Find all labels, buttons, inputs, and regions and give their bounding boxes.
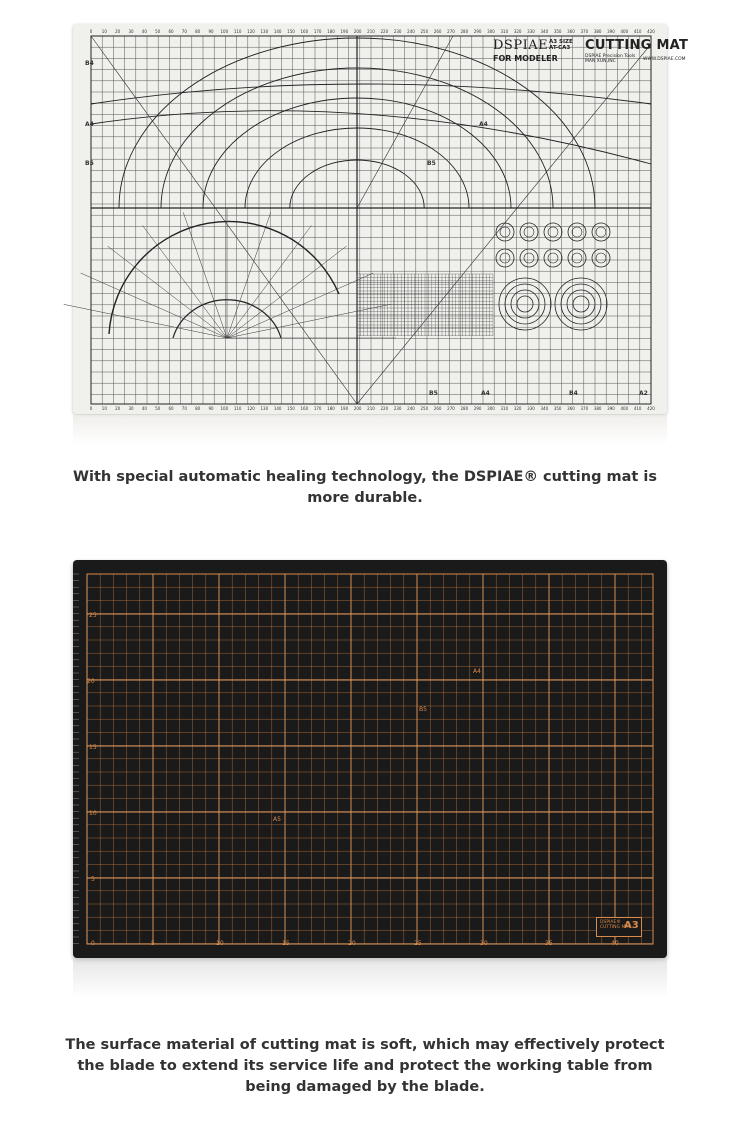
x-label-20: 20 [348,940,356,947]
top-scale-number: 120 [247,29,255,34]
bottom-scale-number: 170 [313,406,322,411]
circle-template-inner [596,253,606,263]
x-label-35: 35 [545,940,553,947]
circle-template-inner [548,253,558,263]
bottom-scale-number: 70 [181,406,187,411]
circle-template [544,249,562,267]
y-label-15: 15 [89,744,97,751]
size-code: A3 SIZE [549,39,573,45]
target-circle [511,290,539,318]
y-label-20: 20 [87,678,95,685]
bottom-scale-number: 100 [220,406,229,411]
white-mat-reflection [73,415,667,445]
circle-template-inner [596,227,606,237]
top-scale-number: 110 [233,29,242,34]
badge-sub: CUTTING MAT [600,925,631,930]
top-scale-number: 350 [553,29,562,34]
top-scale-number: 100 [220,29,229,34]
bottom-scale-number: 40 [141,406,147,411]
bottom-scale-number: 110 [233,406,242,411]
top-scale-number: 210 [367,29,375,34]
target-circle [517,296,533,312]
y-label-0: 0 [91,940,95,947]
angle-line [64,304,227,338]
top-scale-number: 260 [433,29,442,34]
bottom-scale-number: 210 [367,406,375,411]
circle-template-inner [500,253,510,263]
circle-template-inner [548,227,558,237]
mat-tagline [585,54,635,64]
bottom-scale-number: 300 [487,406,495,411]
bottom-scale-number: 380 [593,406,602,411]
circle-template [496,223,514,241]
target-circle [499,278,551,330]
badge-brand: DSPIAE® [600,920,621,925]
circle-template-inner [500,227,510,237]
circle-template-inner [524,253,534,263]
white-cutting-mat-photo [73,24,689,414]
bottom-scale-number: 410 [633,406,642,411]
bottom-scale-number: 0 [89,406,93,411]
bottom-scale-number: 200 [353,406,362,411]
bottom-scale-number: 360 [567,406,575,411]
top-scale-number: 330 [527,29,535,34]
label-a4-left: A4 [85,121,94,128]
top-scale-number: 320 [513,29,522,34]
top-scale-number: 70 [181,29,187,34]
target-circle [555,278,607,330]
top-scale-number: 140 [273,29,282,34]
y-label-5: 5 [91,876,95,883]
x-label-10: 10 [216,940,224,947]
circle-template-inner [524,227,534,237]
target-circle [567,290,595,318]
label-b4: B4 [85,60,94,67]
dark-label-a5: A5 [273,816,281,823]
label-a4-bottom: A4 [481,390,490,397]
circle-template-inner [572,227,582,237]
mat-website: WWW.DSPIAE.COM [643,57,686,62]
bottom-scale-number: 370 [580,406,589,411]
top-scale-number: 270 [447,29,455,34]
bottom-scale-number: 230 [393,406,402,411]
top-scale-number: 10 [101,29,107,34]
bottom-scale-number: 400 [620,406,629,411]
top-scale-number: 160 [300,29,309,34]
angle-line [227,273,373,338]
bottom-scale-number: 20 [115,406,121,411]
bottom-scale-number: 80 [195,406,201,411]
top-scale-number: 40 [141,29,147,34]
dark-cutting-mat-photo [73,560,667,958]
top-scale-number: 130 [260,29,269,34]
top-scale-number: 400 [620,29,629,34]
x-label-40: 40 [611,940,619,947]
bottom-scale-number: 330 [527,406,535,411]
top-scale-number: 0 [89,29,93,34]
bottom-scale-number: 30 [128,406,134,411]
bottom-scale-number: 270 [447,406,455,411]
dark-label-b5: B5 [419,706,427,713]
top-scale-number: 20 [115,29,121,34]
badge-size: A3 [624,920,639,931]
bottom-scale-number: 350 [553,406,562,411]
top-scale-number: 420 [647,29,655,34]
top-scale-number: 340 [540,29,549,34]
caption-healing: With special automatic healing technology, the DSPIAE® cutting mat is more durable. [72,469,657,506]
target-circle [573,296,589,312]
top-scale-number: 280 [460,29,469,34]
circle-template [520,223,538,241]
top-scale-number: 380 [593,29,602,34]
circle-template-inner [572,253,582,263]
model-code: AT-CA3 [549,45,571,51]
top-scale-number: 50 [155,29,161,34]
x-label-30: 30 [480,940,488,947]
bottom-scale-number: 130 [260,406,269,411]
circle-template [496,249,514,267]
bottom-scale-number: 240 [407,406,415,411]
top-scale-number: 150 [287,29,295,34]
bottom-scale-number: 60 [168,406,174,411]
angle-line [183,212,227,338]
circle-template [568,223,586,241]
bottom-scale-number: 180 [327,406,335,411]
bottom-scale-number: 390 [607,406,615,411]
dark-mat-grid [73,560,667,958]
bottom-scale-number: 310 [500,406,509,411]
top-scale-number: 300 [487,29,495,34]
bottom-scale-number: 90 [208,406,214,411]
dark-mat-reflection [73,958,667,998]
label-b4-bottom: B4 [569,390,578,397]
white-mat-grid [73,24,667,414]
top-scale-number: 180 [327,29,335,34]
bottom-scale-number: 140 [273,406,282,411]
circle-template [592,249,610,267]
bottom-scale-number: 220 [380,406,389,411]
bottom-scale-number: 290 [473,406,482,411]
bottom-scale-number: 160 [300,406,309,411]
top-scale-number: 310 [500,29,509,34]
bottom-scale-number: 280 [460,406,469,411]
top-scale-number: 200 [353,29,362,34]
bottom-scale-number: 190 [340,406,349,411]
label-b5-left: B5 [85,160,94,167]
x-label-25: 25 [414,940,422,947]
bottom-scale-number: 260 [433,406,442,411]
bottom-scale-number: 50 [155,406,161,411]
brand-name: DSPIAE [493,38,549,53]
brand-size-code [549,39,573,51]
protractor-large [109,221,339,334]
circle-template [544,223,562,241]
bottom-scale-number: 250 [420,406,429,411]
label-b5-bottom: B5 [429,390,438,397]
top-scale-number: 240 [407,29,415,34]
mat-title: CUTTING MAT [585,38,689,53]
bottom-scale-number: 340 [540,406,549,411]
dark-label-a4: A4 [473,668,481,675]
circle-template [568,249,586,267]
label-b5-mid: B5 [427,160,436,167]
circle-template [592,223,610,241]
bottom-scale-number: 120 [247,406,255,411]
diagonal-line [357,36,453,208]
y-label-10: 10 [89,810,97,817]
x-label-5: 5 [151,940,155,947]
a3-size-badge [596,917,642,937]
top-scale-number: 220 [380,29,389,34]
angle-line [227,304,390,338]
top-scale-number: 80 [195,29,201,34]
bottom-scale-number: 320 [513,406,522,411]
circle-template [520,249,538,267]
bottom-scale-number: 420 [647,406,655,411]
bottom-scale-number: 10 [101,406,107,411]
top-scale-number: 190 [340,29,349,34]
company-text: MAN XUN,INC [585,59,616,64]
top-scale-number: 230 [393,29,402,34]
top-scale-number: 390 [607,29,615,34]
top-scale-number: 290 [473,29,482,34]
diagonal-line [357,44,651,404]
top-scale-number: 410 [633,29,642,34]
top-scale-number: 60 [168,29,174,34]
x-label-15: 15 [282,940,290,947]
top-scale-number: 30 [128,29,134,34]
caption-soft-surface: The surface material of cutting mat is soft, which may effectively protect the blade to extend its service life and protect the working table from being damaged by the blade. [65,1037,665,1095]
top-scale-number: 360 [567,29,575,34]
tagline-text: DSPIAE Precision Tools [585,54,636,59]
top-scale-number: 250 [420,29,429,34]
bottom-scale-number: 150 [287,406,295,411]
label-a2: A2 [639,390,648,397]
mat-subtitle: FOR MODELER [493,54,558,63]
angle-line [81,273,227,338]
top-scale-number: 370 [580,29,589,34]
label-a4-right: A4 [479,121,488,128]
top-scale-number: 170 [313,29,322,34]
diagonal-line [91,36,357,404]
angle-line [227,225,312,338]
top-scale-number: 90 [208,29,214,34]
y-label-25: 25 [89,612,97,619]
